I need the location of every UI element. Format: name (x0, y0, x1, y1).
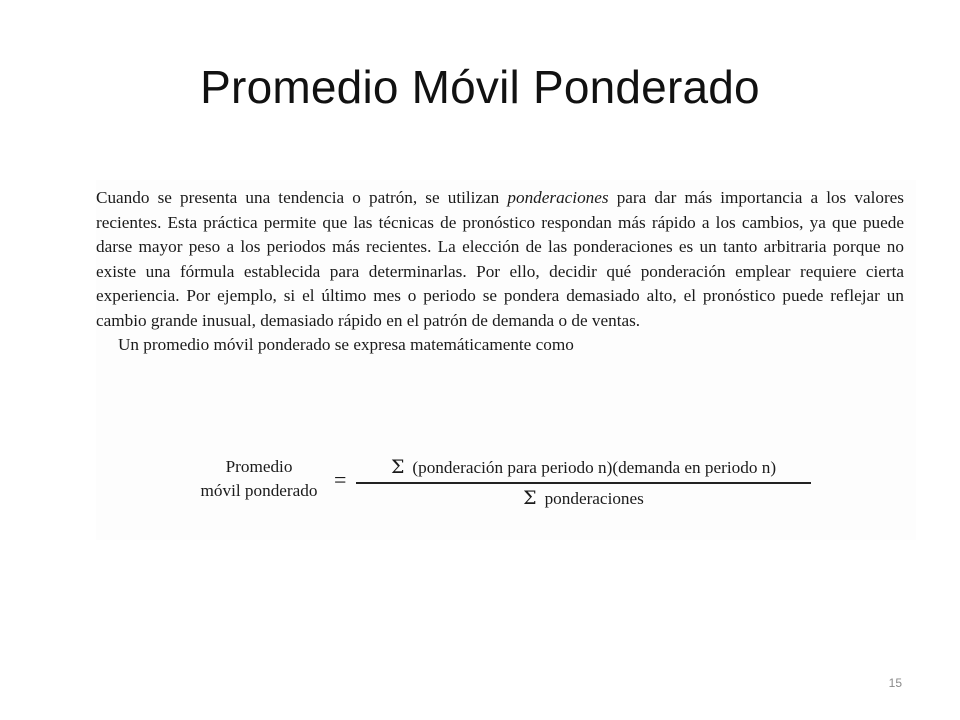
paragraph-1-text-a: Cuando se presenta una tendencia o patrón, se utilizan (96, 188, 508, 207)
formula-lhs (184, 455, 334, 503)
paragraph-1-text-b: para dar más importancia a los valores recientes. Esta práctica permite que las técnicas de pronóstico respondan más rápido a los cambios, ya que puede darse mayor peso a los periodos más recientes. La elección de las ponderaciones es un tanto arbitraria porque no existe una fórmula establecida para determinarlas. Por ello, decidir qué ponderación emplear requiere cierta experiencia. Por ejemplo, si el último mes o periodo se pondera demasiado alto, el pronóstico puede reflejar un cambio grande inusual, demasiado rápido en el patrón de demanda o de ventas. (96, 188, 904, 330)
formula-equals: = (334, 467, 347, 492)
formula-fraction (356, 455, 811, 511)
scanned-textbook-excerpt (96, 180, 916, 540)
formula-numerator-text: (ponderación para periodo n)(demanda en periodo n) (412, 458, 777, 477)
weighted-moving-average-formula (184, 455, 824, 525)
sigma-numerator: Σ (390, 456, 405, 478)
paragraph-1 (96, 180, 904, 333)
page-number: 15 (888, 676, 902, 690)
formula-lhs-line1: Promedio (225, 457, 293, 476)
formula-numerator (356, 455, 811, 480)
formula-denominator-text: ponderaciones (544, 488, 644, 508)
paragraph-1-italic: ponderaciones (507, 188, 609, 207)
formula-denominator (356, 486, 811, 511)
paragraph-2: Un promedio móvil ponderado se expresa matemáticamente como (118, 335, 574, 354)
fraction-bar (356, 482, 811, 484)
slide-title: Promedio Móvil Ponderado (200, 61, 760, 113)
formula-lhs-line2: móvil ponderado (200, 481, 318, 500)
sigma-denominator: Σ (523, 486, 537, 509)
